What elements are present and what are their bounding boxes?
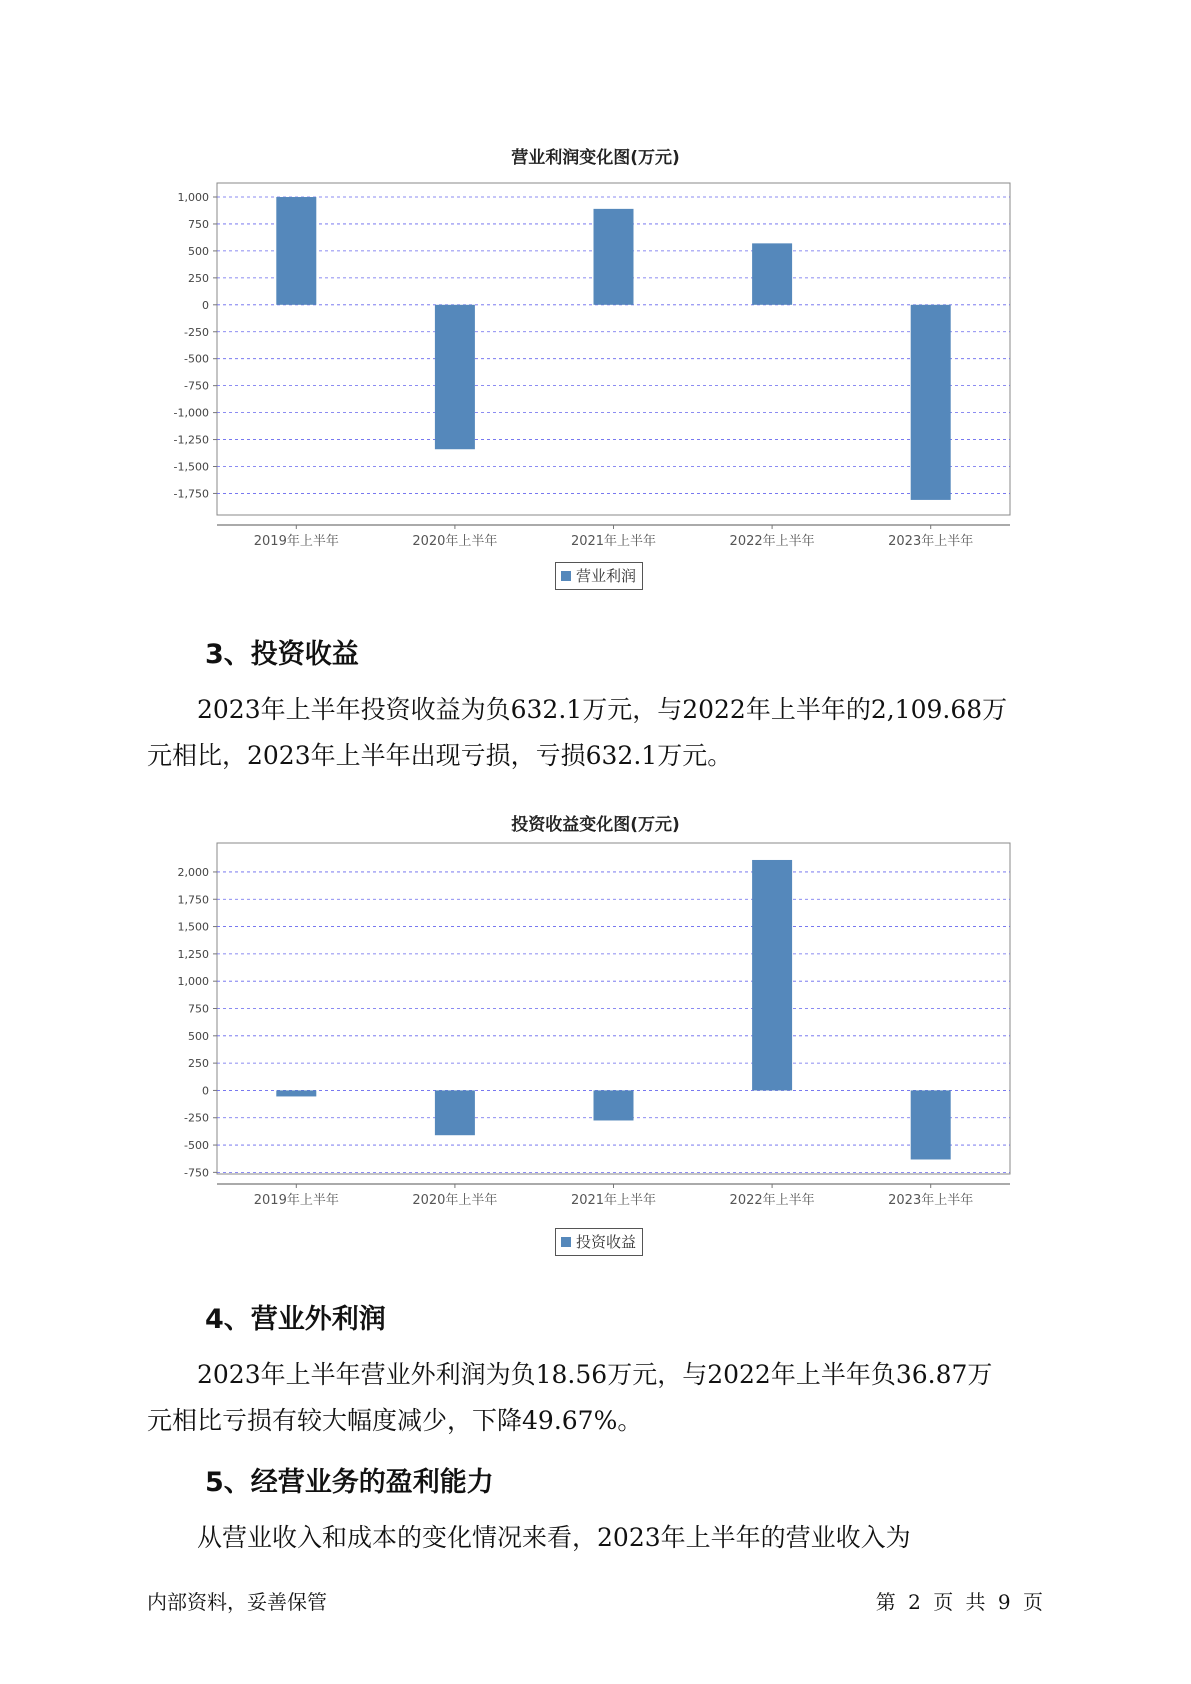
footer-confidential-note: 内部资料，妥善保管 [147, 1590, 327, 1614]
paragraph-line: 2023年上半年投资收益为负632.1万元，与2022年上半年的2,109.68万 [197, 695, 1008, 724]
y-tick-label: 250 [188, 1057, 209, 1071]
section-paragraph-profitability [147, 1515, 1077, 1561]
section-paragraph-non-operating-profit [147, 1352, 1077, 1444]
x-tick-label: 2020年上半年 [412, 534, 498, 549]
y-tick-label: 750 [188, 217, 209, 231]
y-tick-label: 250 [188, 271, 209, 285]
y-tick-label: -1,250 [173, 433, 209, 447]
legend-swatch [561, 1237, 571, 1247]
bar [752, 860, 792, 1090]
y-tick-label: -250 [184, 325, 209, 339]
paragraph-line: 2023年上半年营业外利润为负18.56万元，与2022年上半年负36.87万 [197, 1360, 993, 1389]
section-heading-profitability: 5、经营业务的盈利能力 [205, 1467, 494, 1498]
section-heading-non-operating-profit: 4、营业外利润 [205, 1304, 386, 1335]
y-tick-label: 500 [188, 1029, 209, 1043]
section-heading-investment-income: 3、投资收益 [205, 639, 359, 670]
y-tick-label: 1,250 [177, 947, 209, 961]
y-tick-label: 0 [202, 298, 209, 312]
x-tick-label: 2022年上半年 [729, 534, 815, 549]
y-tick-label: 1,000 [177, 191, 209, 205]
y-tick-label: -250 [184, 1111, 209, 1125]
x-tick-label: 2021年上半年 [570, 1193, 657, 1208]
chart-legend-investment-income [555, 1228, 643, 1256]
y-tick-label: -1,750 [173, 487, 209, 501]
bar [435, 1090, 475, 1135]
y-tick-label: -500 [184, 1139, 209, 1153]
y-tick-label: 0 [202, 1084, 209, 1098]
y-tick-label: 1,750 [177, 893, 209, 907]
bar [594, 1090, 634, 1120]
chart-title-investment-income: 投资收益变化图(万元) [511, 815, 680, 835]
x-tick-label: 2019年上半年 [253, 1193, 339, 1208]
x-tick-label: 2023年上半年 [888, 534, 974, 549]
paragraph-line: 元相比亏损有较大幅度减少，下降49.67%。 [147, 1406, 643, 1435]
bar [276, 1090, 316, 1096]
x-tick-label: 2022年上半年 [729, 1193, 815, 1208]
y-tick-label: -1,000 [173, 406, 209, 420]
legend-label: 营业利润 [576, 567, 637, 585]
y-tick-label: -1,500 [173, 460, 209, 474]
bar [911, 1090, 951, 1159]
y-tick-label: 2,000 [177, 865, 209, 879]
legend-label: 投资收益 [576, 1233, 637, 1251]
x-tick-label: 2020年上半年 [412, 1193, 498, 1208]
x-tick-label: 2023年上半年 [888, 1193, 974, 1208]
paragraph-line: 从营业收入和成本的变化情况来看，2023年上半年的营业收入为 [197, 1523, 911, 1552]
y-tick-label: -750 [184, 379, 209, 393]
y-tick-label: -750 [184, 1166, 209, 1180]
x-tick-label: 2021年上半年 [570, 534, 657, 549]
y-tick-label: 1,500 [177, 920, 209, 934]
paragraph-line: 元相比，2023年上半年出现亏损，亏损632.1万元。 [147, 741, 733, 770]
y-tick-label: 500 [188, 244, 209, 258]
chart-title-operating-profit: 营业利润变化图(万元) [511, 148, 680, 168]
y-tick-label: -500 [184, 352, 209, 366]
y-tick-label: 1,000 [177, 975, 209, 989]
y-tick-label: 750 [188, 1002, 209, 1016]
x-tick-label: 2019年上半年 [253, 534, 339, 549]
footer-page-number: 第 2 页 共 9 页 [875, 1590, 1043, 1614]
